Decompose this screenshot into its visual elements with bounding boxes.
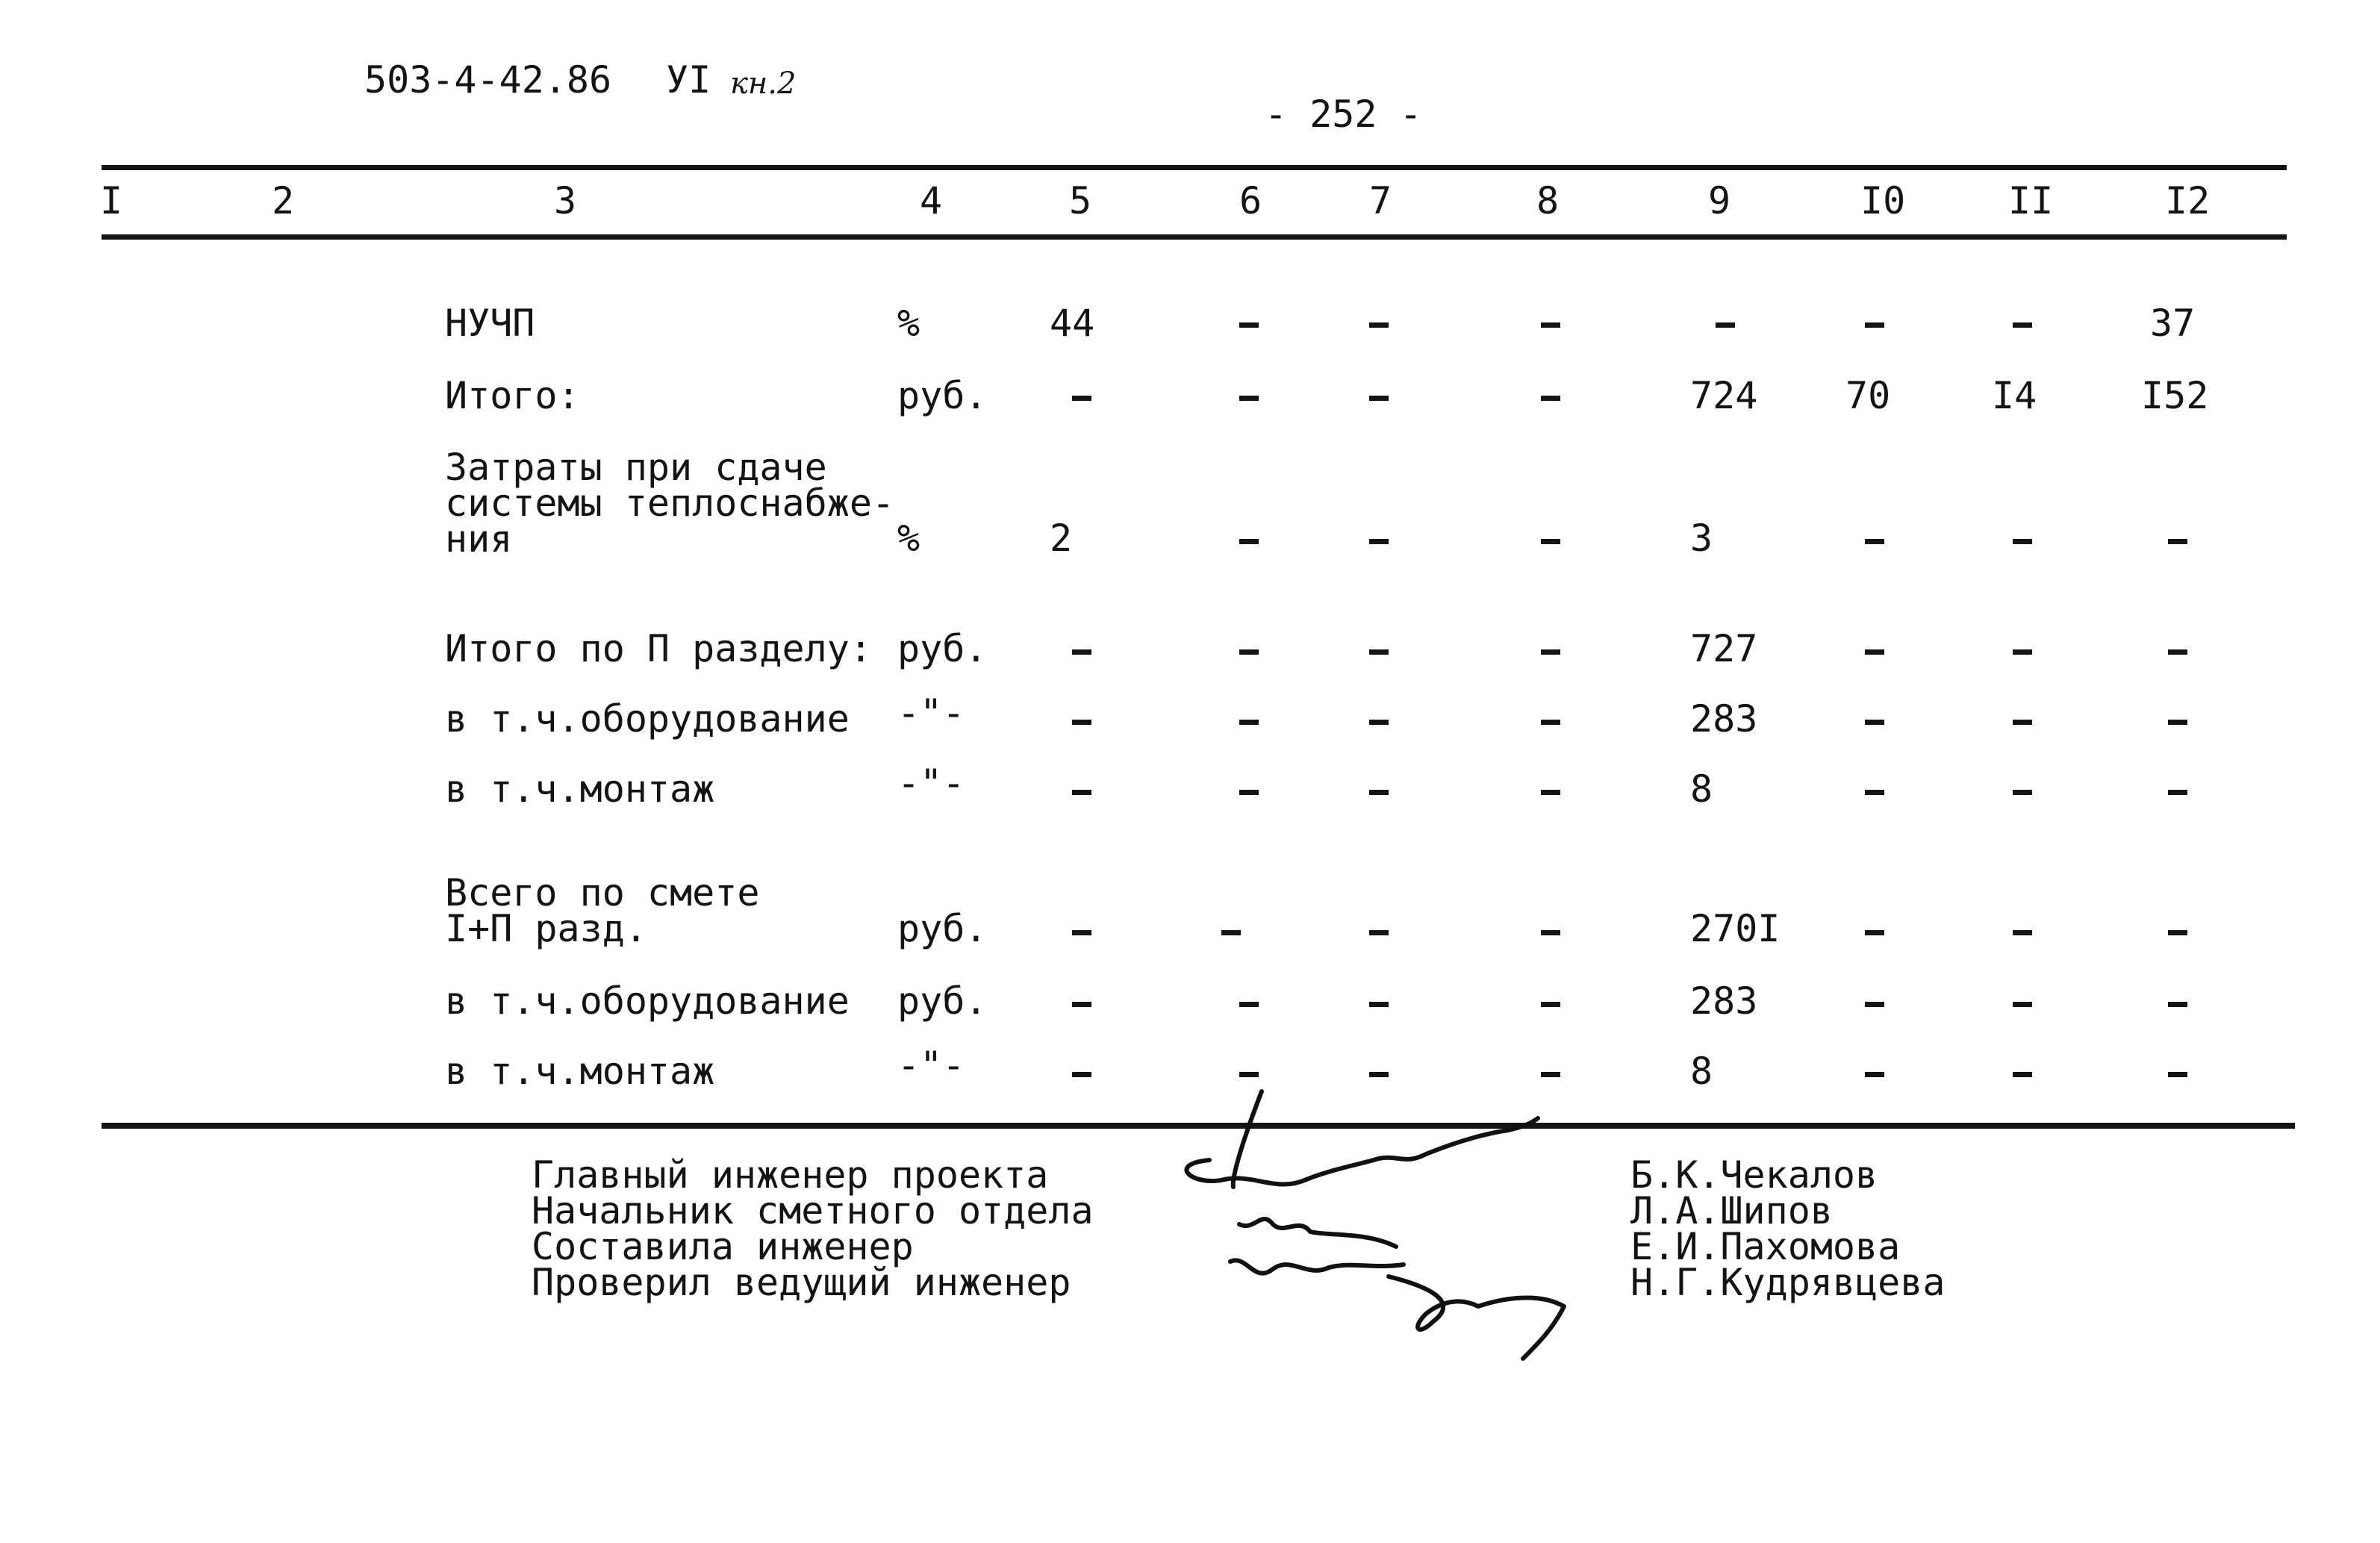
signatory-name: Б.К.Чекалов [1630, 1153, 1878, 1197]
row-label: I+П разд. [445, 907, 647, 950]
cell-col12: I52 [2141, 374, 2209, 417]
cell-col7-dash [1369, 720, 1389, 725]
cell-col6-dash [1239, 720, 1259, 725]
cell-col7-dash [1369, 649, 1389, 655]
cell-col7-dash [1369, 396, 1389, 401]
cell-col5-dash [1072, 790, 1091, 795]
cell-col11-dash [2013, 720, 2032, 725]
cell-col5-dash [1072, 720, 1091, 725]
signatory-title: Главный инженер проекта [532, 1153, 1049, 1197]
cell-col12: 37 [2150, 302, 2196, 345]
cell-col7-dash [1369, 1072, 1389, 1077]
column-header: 4 [920, 179, 943, 222]
cell-col11: I4 [1992, 374, 2037, 417]
row-unit: руб. [897, 979, 988, 1023]
cell-col9: 3 [1690, 517, 1713, 560]
cell-col10-dash [1865, 322, 1884, 328]
cell-col12-dash [2168, 720, 2187, 725]
volume-number: УI [666, 58, 711, 102]
cell-col5-dash [1072, 1002, 1091, 1007]
row-label: Итого по П разделу: [445, 627, 872, 670]
column-header: II [2008, 179, 2054, 222]
cell-col8-dash [1541, 649, 1560, 655]
cell-col12-dash [2168, 1072, 2187, 1077]
cell-col5-dash [1072, 649, 1091, 655]
cell-col10-dash [1865, 790, 1884, 795]
row-label: Итого: [445, 374, 580, 417]
cell-col8-dash [1541, 930, 1560, 935]
cell-col7-dash [1369, 1002, 1389, 1007]
cell-col10-dash [1865, 930, 1884, 935]
table-top-rule [102, 165, 2287, 170]
row-unit: -"- [897, 1044, 965, 1087]
cell-col9: 724 [1690, 374, 1758, 417]
cell-col12-dash [2168, 930, 2187, 935]
column-header: 8 [1536, 179, 1560, 222]
cell-col9: 283 [1690, 697, 1758, 741]
cell-col8-dash [1541, 396, 1560, 401]
cell-col11-dash [2013, 790, 2032, 795]
cell-col8-dash [1541, 539, 1560, 544]
cell-col10-dash [1865, 649, 1884, 655]
cell-col9-dash [1716, 322, 1735, 328]
cell-col8-dash [1541, 1072, 1560, 1077]
column-header: 5 [1069, 179, 1092, 222]
cell-col6-dash [1239, 1002, 1259, 1007]
cell-col10-dash [1865, 720, 1884, 725]
row-unit: % [897, 302, 920, 345]
book-note: кн.2 [730, 66, 797, 101]
row-label: в т.ч.монтаж [445, 767, 715, 811]
cell-col9: 270I [1690, 907, 1781, 950]
row-unit: -"- [897, 761, 965, 805]
cell-col9: 8 [1690, 1050, 1713, 1093]
row-label: системы теплоснабже- [445, 481, 895, 525]
column-header: I [100, 179, 123, 222]
signatory-title: Начальник сметного отдела [532, 1189, 1094, 1232]
row-label: в т.ч.оборудование [445, 697, 850, 741]
table-header-rule [102, 234, 2287, 240]
cell-col10: 70 [1845, 374, 1891, 417]
cell-col7-dash [1369, 790, 1389, 795]
column-header: 6 [1239, 179, 1262, 222]
row-unit: руб. [897, 627, 988, 670]
signatory-name: Н.Г.Кудрявцева [1630, 1261, 1946, 1304]
row-label: ния [445, 517, 513, 561]
cell-col12-dash [2168, 649, 2187, 655]
cell-col10-dash [1865, 1002, 1884, 1007]
row-label: НУЧП [445, 302, 535, 345]
cell-col6-dash [1239, 396, 1259, 401]
cell-col5-dash [1072, 1072, 1091, 1077]
row-label: в т.ч.монтаж [445, 1050, 715, 1093]
row-label: Затраты при сдаче [445, 446, 827, 489]
cell-col8-dash [1541, 322, 1560, 328]
cell-col8-dash [1541, 720, 1560, 725]
cell-col5: 44 [1050, 302, 1095, 345]
signatory-title: Составила инженер [532, 1225, 914, 1268]
cell-col5: 2 [1050, 517, 1073, 560]
row-unit: % [897, 517, 920, 560]
cell-col8-dash [1541, 790, 1560, 795]
column-header: I0 [1860, 179, 1906, 222]
cell-col12-dash [2168, 539, 2187, 544]
cell-col12-dash [2168, 790, 2187, 795]
cell-col10-dash [1865, 539, 1884, 544]
cell-col9: 727 [1690, 627, 1758, 670]
cell-col6-dash [1239, 1072, 1259, 1077]
column-header: 7 [1369, 179, 1392, 222]
cell-col8-dash [1541, 1002, 1560, 1007]
page-number: - 252 - [1265, 93, 1422, 136]
cell-col11-dash [2013, 1072, 2032, 1077]
column-header: 2 [272, 179, 295, 222]
signatory-name: Е.И.Пахомова [1630, 1225, 1901, 1268]
cell-col12-dash [2168, 1002, 2187, 1007]
cell-col7-dash [1369, 322, 1389, 328]
cell-col11-dash [2013, 649, 2032, 655]
cell-col11-dash [2013, 1002, 2032, 1007]
row-label: в т.ч.оборудование [445, 979, 850, 1023]
cell-col10-dash [1865, 1072, 1884, 1077]
column-header: I2 [2165, 179, 2211, 222]
cell-col5-dash [1072, 930, 1091, 935]
cell-col7-dash [1369, 539, 1389, 544]
cell-col11-dash [2013, 930, 2032, 935]
column-header: 3 [554, 179, 577, 222]
row-unit: руб. [897, 374, 988, 417]
row-label: Всего по смете [445, 871, 760, 914]
cell-col5-dash [1072, 396, 1091, 401]
handwritten-signatures [1150, 1082, 1627, 1366]
cell-col11-dash [2013, 539, 2032, 544]
cell-col6-dash [1239, 322, 1259, 328]
cell-col7-dash [1369, 930, 1389, 935]
column-header: 9 [1708, 179, 1731, 222]
cell-col11-dash [2013, 322, 2032, 328]
cell-col9: 283 [1690, 979, 1758, 1023]
signatory-name: Л.А.Шипов [1630, 1189, 1833, 1232]
document-code: 503-4-42.86 [364, 58, 612, 102]
cell-col6-dash [1239, 790, 1259, 795]
cell-col6-dash [1239, 649, 1259, 655]
row-unit: руб. [897, 907, 988, 950]
row-unit: -"- [897, 691, 965, 735]
cell-col9: 8 [1690, 767, 1713, 811]
cell-col6-dash [1221, 930, 1241, 935]
signatory-title: Проверил ведущий инженер [532, 1261, 1071, 1304]
cell-col6-dash [1239, 539, 1259, 544]
